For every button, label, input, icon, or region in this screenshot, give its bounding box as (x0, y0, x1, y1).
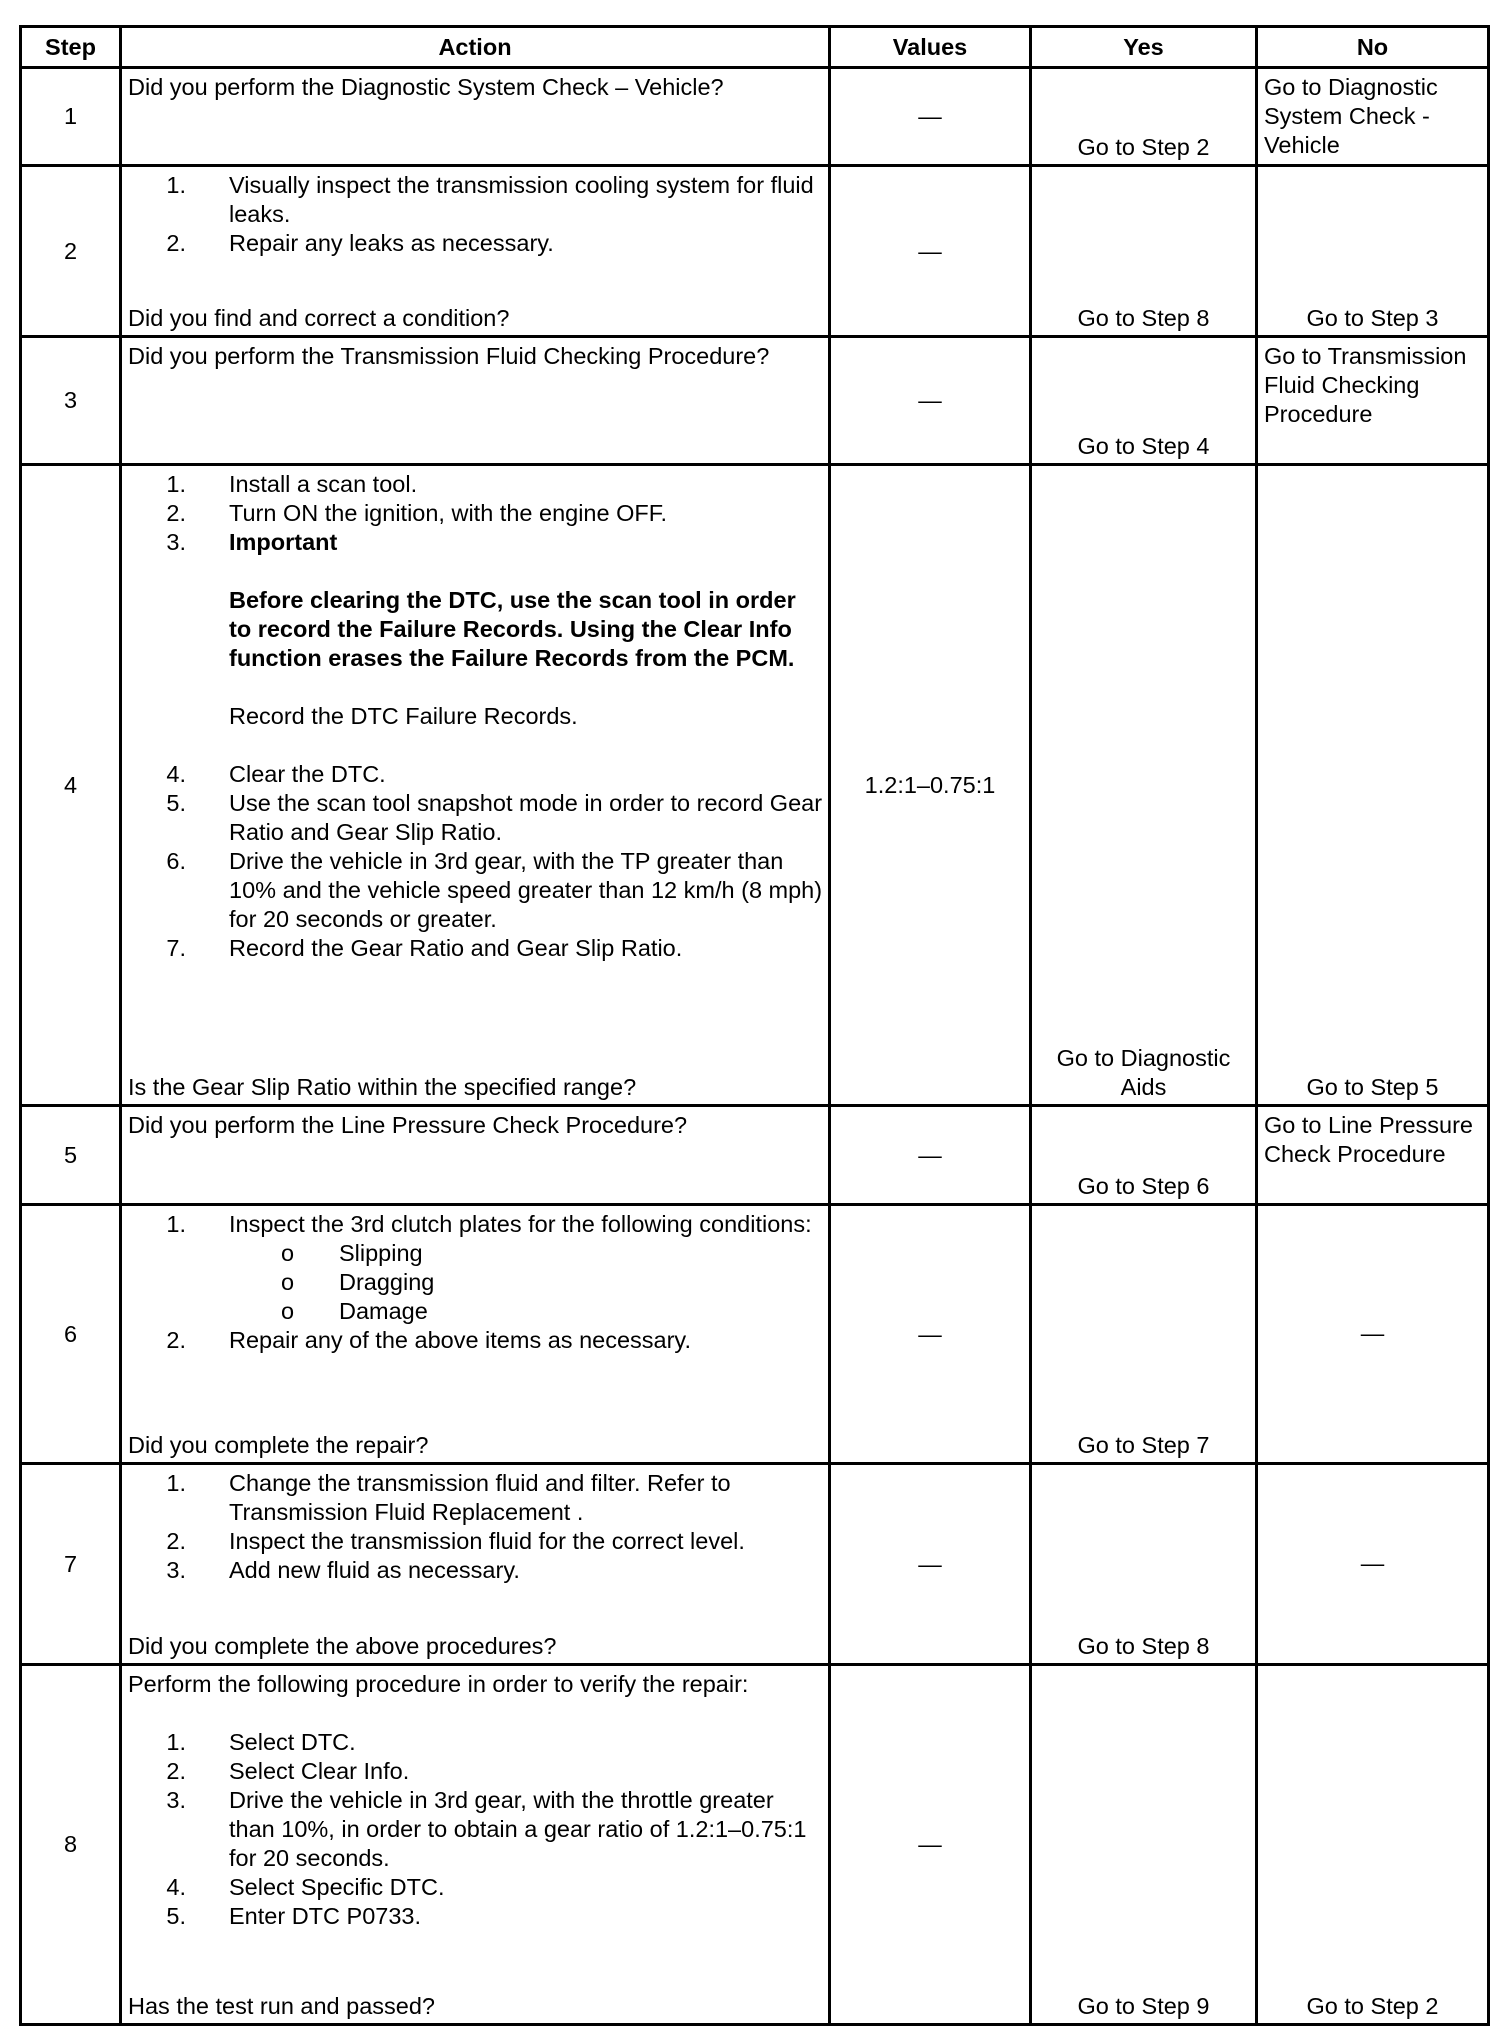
action-question: Did you perform the Transmission Fluid Checking Procedure? (128, 343, 770, 369)
list-item: 3. Add new fluid as necessary. (166, 1557, 520, 1583)
yes-cell: Go to Step 6 (1031, 1106, 1257, 1205)
action-steps (128, 1210, 824, 1239)
yes-cell: Go to Step 7 (1031, 1205, 1257, 1464)
list-item: 5. Enter DTC P0733. (166, 1903, 422, 1929)
yes-cell: Go to Step 9 (1031, 1665, 1257, 2025)
values-cell: 1.2:1–0.75:1 (830, 465, 1031, 1106)
action-cell (121, 1665, 830, 2025)
action-cell (121, 1106, 830, 1205)
no-cell: Go to Step 3 (1257, 166, 1489, 337)
no-cell: Go to Line Pressure Check Procedure (1257, 1106, 1489, 1205)
list-item: 2. Select Clear Info. (166, 1758, 410, 1784)
no-cell: Go to Transmission Fluid Checking Procedure (1257, 337, 1489, 465)
action-question: Has the test run and passed? (128, 1993, 436, 2019)
no-cell: Go to Step 2 (1257, 1665, 1489, 2025)
action-steps (128, 760, 824, 963)
yes-cell: Go to Step 8 (1031, 1464, 1257, 1665)
values-cell: — (830, 68, 1031, 166)
header-action: Action (121, 27, 830, 68)
header-yes: Yes (1031, 27, 1257, 68)
list-item: 2. Repair any leaks as necessary. (166, 230, 554, 256)
action-cell (121, 166, 830, 337)
no-cell: Go to Diagnostic System Check - Vehicle (1257, 68, 1489, 166)
table-row (21, 1205, 1489, 1464)
action-question: Did you perform the Diagnostic System Check – Vehicle? (128, 74, 724, 100)
list-item: o Slipping (281, 1240, 423, 1266)
no-cell: — (1257, 1205, 1489, 1464)
list-item: 4. Select Specific DTC. (166, 1874, 445, 1900)
values-cell: — (830, 1106, 1031, 1205)
action-cell (121, 337, 830, 465)
list-item: 2. Inspect the transmission fluid for the correct level. (166, 1528, 745, 1554)
step-number: 6 (21, 1205, 121, 1464)
values-cell: — (830, 1205, 1031, 1464)
header-step: Step (21, 27, 121, 68)
action-cell (121, 1205, 830, 1464)
record-instruction: Record the DTC Failure Records. (229, 703, 578, 729)
action-steps (128, 470, 824, 557)
step-number: 7 (21, 1464, 121, 1665)
header-no: No (1257, 27, 1489, 68)
values-cell: — (830, 1464, 1031, 1665)
header-row (21, 27, 1489, 68)
list-item: 1. Change the transmission fluid and filter. Refer to Transmission Fluid Replacement . (166, 1470, 731, 1525)
list-item: 1. Install a scan tool. (166, 471, 418, 497)
no-cell: — (1257, 1464, 1489, 1665)
yes-cell: Go to Step 8 (1031, 166, 1257, 337)
list-item: 3. Important (166, 529, 338, 555)
list-item: 5. Use the scan tool snapshot mode in order to record Gear Ratio and Gear Slip Ratio. (166, 790, 823, 845)
action-steps (128, 171, 824, 258)
table-row (21, 1665, 1489, 2025)
action-question: Did you complete the repair? (128, 1432, 429, 1458)
action-question: Is the Gear Slip Ratio within the specified range? (128, 1074, 637, 1100)
list-item: 1. Visually inspect the transmission cooling system for fluid leaks. (166, 172, 814, 227)
step-number: 4 (21, 465, 121, 1106)
list-item: o Dragging (281, 1269, 435, 1295)
step-number: 5 (21, 1106, 121, 1205)
action-steps (128, 1326, 824, 1355)
table-row (21, 166, 1489, 337)
list-item: 1. Select DTC. (166, 1729, 356, 1755)
list-item: 4. Clear the DTC. (166, 761, 386, 787)
header-values: Values (830, 27, 1031, 68)
list-item: 6. Drive the vehicle in 3rd gear, with the TP greater than 10% and the vehicle speed greater than 12 km/h (8 mph) for 20 seconds or greater. (166, 848, 823, 932)
list-item: 2. Repair any of the above items as necessary. (166, 1327, 691, 1353)
table-row (21, 337, 1489, 465)
values-cell: — (830, 166, 1031, 337)
action-intro: Perform the following procedure in order to verify the repair: (128, 1671, 749, 1697)
list-item: 2. Turn ON the ignition, with the engine OFF. (166, 500, 668, 526)
important-note: Before clearing the DTC, use the scan tool in order to record the Failure Records. Using the Clear Info function erases the Failure Records from the PCM. (229, 587, 796, 671)
action-cell (121, 68, 830, 166)
step-number: 1 (21, 68, 121, 166)
list-item: 3. Drive the vehicle in 3rd gear, with the throttle greater than 10%, in order to obtain a gear ratio of 1.2:1–0.75:1 for 20 seconds. (166, 1787, 807, 1871)
step-number: 8 (21, 1665, 121, 2025)
yes-cell: Go to Step 4 (1031, 337, 1257, 465)
condition-list (128, 1239, 824, 1326)
yes-cell: Go to Step 2 (1031, 68, 1257, 166)
step-number: 3 (21, 337, 121, 465)
diagnostic-table (19, 25, 1490, 2026)
values-cell: — (830, 1665, 1031, 2025)
table-row (21, 68, 1489, 166)
values-cell: — (830, 337, 1031, 465)
table-row (21, 1106, 1489, 1205)
list-item: 1. Inspect the 3rd clutch plates for the following conditions: (166, 1211, 812, 1237)
action-steps (128, 1728, 824, 1931)
action-steps (128, 1469, 824, 1585)
step-number: 2 (21, 166, 121, 337)
list-item: o Damage (281, 1298, 428, 1324)
list-item: 7. Record the Gear Ratio and Gear Slip Ratio. (166, 935, 683, 961)
table-row (21, 465, 1489, 1106)
action-question: Did you find and correct a condition? (128, 305, 510, 331)
yes-cell: Go to Diagnostic Aids (1031, 465, 1257, 1106)
action-cell (121, 465, 830, 1106)
action-question: Did you perform the Line Pressure Check Procedure? (128, 1112, 688, 1138)
no-cell: Go to Step 5 (1257, 465, 1489, 1106)
action-cell (121, 1464, 830, 1665)
table-row (21, 1464, 1489, 1665)
action-question: Did you complete the above procedures? (128, 1633, 557, 1659)
